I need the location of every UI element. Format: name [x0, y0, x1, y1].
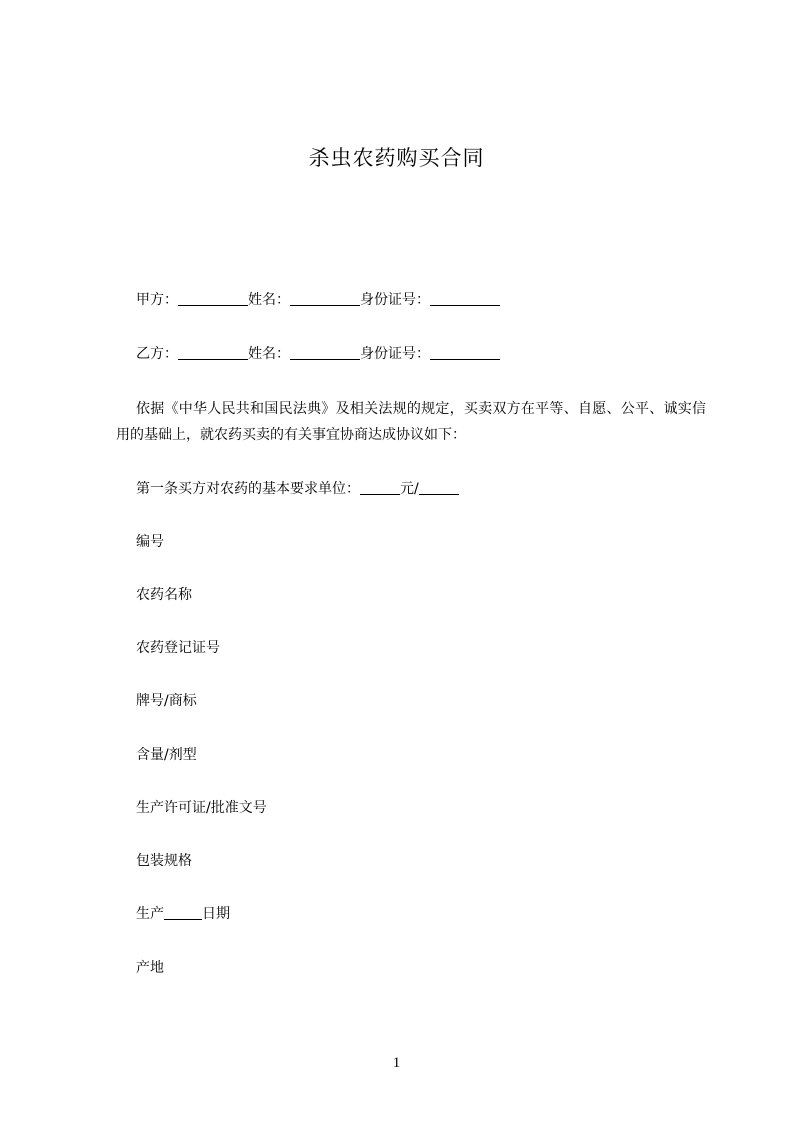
party-b-line — [136, 344, 500, 364]
party-b-label: 乙方： — [136, 346, 178, 362]
list-item: 编号 — [136, 534, 164, 550]
party-a-label: 甲方： — [136, 292, 178, 308]
list-item: 农药登记证号 — [136, 640, 220, 656]
list-item: 包装规格 — [136, 853, 192, 869]
unit-blank[interactable] — [419, 480, 459, 495]
list-item: 生产许可证/批准文号 — [136, 800, 267, 816]
party-a-line — [136, 290, 500, 310]
party-b-name-blank[interactable] — [290, 345, 360, 360]
intro-paragraph: 依据《中华人民共和国民法典》及相关法规的规定，买卖双方在平等、自愿、公平、诚实信用的基础上，就农药买卖的有关事宜协商达成协议如下： — [116, 401, 706, 443]
party-b-id-blank[interactable] — [430, 345, 500, 360]
list-item: 农药名称 — [136, 587, 192, 603]
document-title: 杀虫农药购买合同 — [308, 146, 485, 170]
unit-mid: 元/ — [400, 481, 419, 497]
unit-price-blank[interactable] — [360, 480, 400, 495]
article-1-line — [136, 479, 459, 499]
party-b-blank[interactable] — [178, 345, 248, 360]
party-a-id-blank[interactable] — [430, 291, 500, 306]
article-1-text: 第一条买方对农药的基本要求单位： — [136, 481, 360, 497]
production-date-line — [136, 904, 230, 924]
list-item: 牌号/商标 — [136, 693, 197, 709]
production-date-blank[interactable] — [164, 905, 202, 920]
production-date-prefix: 生产 — [136, 906, 164, 922]
party-a-blank[interactable] — [178, 291, 248, 306]
party-b-id-label: 身份证号： — [360, 346, 430, 362]
production-date-suffix: 日期 — [202, 906, 230, 922]
party-b-name-label: 姓名： — [248, 346, 290, 362]
origin-item: 产地 — [136, 960, 164, 976]
party-a-name-blank[interactable] — [290, 291, 360, 306]
party-a-name-label: 姓名： — [248, 292, 290, 308]
party-a-id-label: 身份证号： — [360, 292, 430, 308]
list-item: 含量/剂型 — [136, 747, 197, 763]
page-number: 1 — [392, 1055, 401, 1071]
